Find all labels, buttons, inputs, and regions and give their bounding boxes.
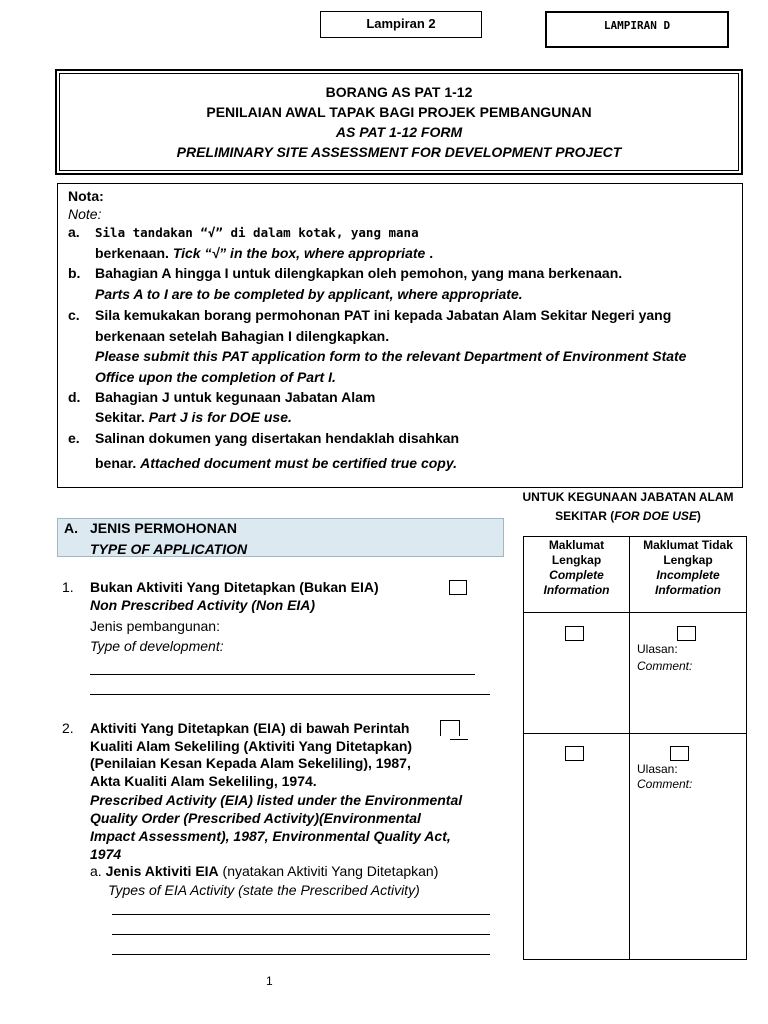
note-d-line2 <box>95 409 292 425</box>
note-c-text2: berkenaan setelah Bahagian I dilengkapkan. <box>95 328 390 344</box>
doe-table-column-divider <box>629 537 630 959</box>
note-d-text-ms2: Sekitar. <box>95 409 145 425</box>
item1-number: 1. <box>62 579 74 595</box>
note-c-label: c. <box>68 307 80 323</box>
note-c-text-en2: Office upon the completion of Part I. <box>95 369 336 385</box>
section-a-title-en: TYPE OF APPLICATION <box>90 541 248 557</box>
doe-table-header-divider <box>524 612 746 613</box>
item2-sub-a-en: Types of EIA Activity (state the Prescribed Activity) <box>108 882 420 898</box>
note-d-text-en: Part J is for DOE use. <box>148 409 292 425</box>
doe-col-incomplete-header <box>630 538 746 598</box>
lampiran-2-text: Lampiran 2 <box>366 16 436 31</box>
item2-input-line-2[interactable] <box>112 934 490 935</box>
doe-heading-line2 <box>512 507 744 526</box>
notes-heading: Nota: <box>68 188 104 204</box>
doe-row2-complete-checkbox[interactable] <box>565 746 584 761</box>
doe-col2-en1: Incomplete <box>656 568 720 582</box>
note-e-text: Salinan dokumen yang disertakan hendaklah disahkan <box>95 430 460 446</box>
item2-sub-a-rest: (nyatakan Aktiviti Yang Ditetapkan) <box>218 863 439 879</box>
doe-heading-en: FOR DOE USE <box>614 509 697 523</box>
page-number: 1 <box>266 974 273 988</box>
doe-status-table <box>523 536 747 960</box>
item1-title: Bukan Aktiviti Yang Ditetapkan (Bukan EIA) <box>90 579 379 595</box>
doe-row2-comment: Comment: <box>637 777 693 791</box>
item2-sub-a-label: a. <box>90 863 102 879</box>
item2-checkbox[interactable] <box>440 720 460 736</box>
item2-line1: Aktiviti Yang Ditetapkan (EIA) di bawah Perintah <box>90 720 410 736</box>
note-b-text: Bahagian A hingga I untuk dilengkapkan oleh pemohon, yang mana berkenaan. <box>95 265 623 281</box>
form-title-inner <box>59 73 739 171</box>
item2-line4: Akta Kualiti Alam Sekeliling, 1974. <box>90 773 317 789</box>
section-a-title: JENIS PERMOHONAN <box>90 520 238 536</box>
notes-box <box>57 183 743 488</box>
item1-input-line-1[interactable] <box>90 674 475 675</box>
form-title-line3: AS PAT 1-12 FORM <box>335 124 463 140</box>
note-b-text-en: Parts A to I are to be completed by applicant, where appropriate. <box>95 286 523 302</box>
item2-en-line1: Prescribed Activity (EIA) listed under the Environmental <box>90 792 463 808</box>
note-a-text: Sila tandakan “√” di dalam kotak, yang mana <box>95 225 419 240</box>
item1-field-label-en: Type of development: <box>90 638 224 654</box>
item2-line2: Kualiti Alam Sekeliling (Aktiviti Yang Ditetapkan) <box>90 738 413 754</box>
item1-title-en: Non Prescribed Activity (Non EIA) <box>90 597 316 613</box>
notes-heading-en: Note: <box>68 206 102 222</box>
note-a-line2 <box>95 245 433 261</box>
note-c-text: Sila kemukakan borang permohonan PAT ini kepada Jabatan Alam Sekitar Negeri yang <box>95 307 672 323</box>
note-a-label: a. <box>68 224 80 240</box>
lampiran-d-text: LAMPIRAN D <box>603 19 671 32</box>
item2-input-line-1[interactable] <box>112 914 490 915</box>
item2-line3: (Penilaian Kesan Kepada Alam Sekeliling), 1987, <box>90 755 411 771</box>
doe-col1-ms1: Maklumat <box>548 538 605 552</box>
note-e-text-en: Attached document must be certified true copy. <box>140 455 458 471</box>
doe-heading-close: ) <box>696 509 701 523</box>
doe-heading-ms: SEKITAR ( <box>555 509 615 523</box>
doe-row1-complete-checkbox[interactable] <box>565 626 584 641</box>
note-a-text-ms2: berkenaan. <box>95 245 169 261</box>
item2-en-line2: Quality Order (Prescribed Activity)(Environmental <box>90 810 421 826</box>
doe-col1-en1: Complete <box>549 568 604 582</box>
doe-col1-en2: Information <box>543 583 610 597</box>
doe-row1-comment: Comment: <box>637 659 693 673</box>
item2-sub-a <box>90 863 438 879</box>
doe-row1-ulasan: Ulasan: <box>637 642 678 656</box>
lampiran-2-label <box>320 11 482 38</box>
section-a-label: A. <box>64 520 78 536</box>
item2-en-line4: 1974 <box>90 846 122 862</box>
form-title-line2: PENILAIAN AWAL TAPAK BAGI PROJEK PEMBANGUNAN <box>206 104 592 120</box>
item2-sub-a-bold: Jenis Aktiviti EIA <box>105 863 219 879</box>
note-d-text: Bahagian J untuk kegunaan Jabatan Alam <box>95 389 376 405</box>
doe-col2-en2: Information <box>655 583 721 597</box>
item2-checkbox-underline <box>450 739 468 740</box>
note-e-text-ms2: benar. <box>95 455 137 471</box>
item1-input-line-2[interactable] <box>90 694 490 695</box>
item1-checkbox[interactable] <box>449 580 467 595</box>
doe-use-heading <box>512 488 744 526</box>
doe-col-complete-header <box>524 538 629 598</box>
note-e-label: e. <box>68 430 80 446</box>
note-e-line2 <box>95 455 457 471</box>
item1-field-label: Jenis pembangunan: <box>90 618 220 634</box>
doe-col2-ms2: Lengkap <box>663 553 713 567</box>
item2-input-line-3[interactable] <box>112 954 490 955</box>
note-a-dot: . <box>425 245 434 261</box>
note-d-label: d. <box>68 389 81 405</box>
doe-row2-ulasan: Ulasan: <box>637 762 678 776</box>
doe-row2-incomplete-checkbox[interactable] <box>670 746 689 761</box>
doe-table-row-divider <box>524 733 746 734</box>
note-a-text-en: Tick “√” in the box, where appropriate <box>172 245 426 261</box>
note-c-text-en: Please submit this PAT application form to the relevant Department of Environment State <box>95 348 687 364</box>
note-b-label: b. <box>68 265 81 281</box>
item2-number: 2. <box>62 720 74 736</box>
doe-col2-ms1: Maklumat Tidak <box>643 538 733 552</box>
doe-row1-incomplete-checkbox[interactable] <box>677 626 696 641</box>
form-title-box <box>55 69 743 175</box>
form-title-line1: BORANG AS PAT 1-12 <box>325 84 473 100</box>
form-title-line4: PRELIMINARY SITE ASSESSMENT FOR DEVELOPMENT PROJECT <box>176 144 622 160</box>
lampiran-d-label <box>545 11 729 48</box>
item2-en-line3: Impact Assessment), 1987, Environmental Quality Act, <box>90 828 451 844</box>
doe-heading-line1: UNTUK KEGUNAAN JABATAN ALAM <box>522 490 734 504</box>
section-a-header <box>57 518 504 557</box>
doe-col1-ms2: Lengkap <box>551 553 602 567</box>
